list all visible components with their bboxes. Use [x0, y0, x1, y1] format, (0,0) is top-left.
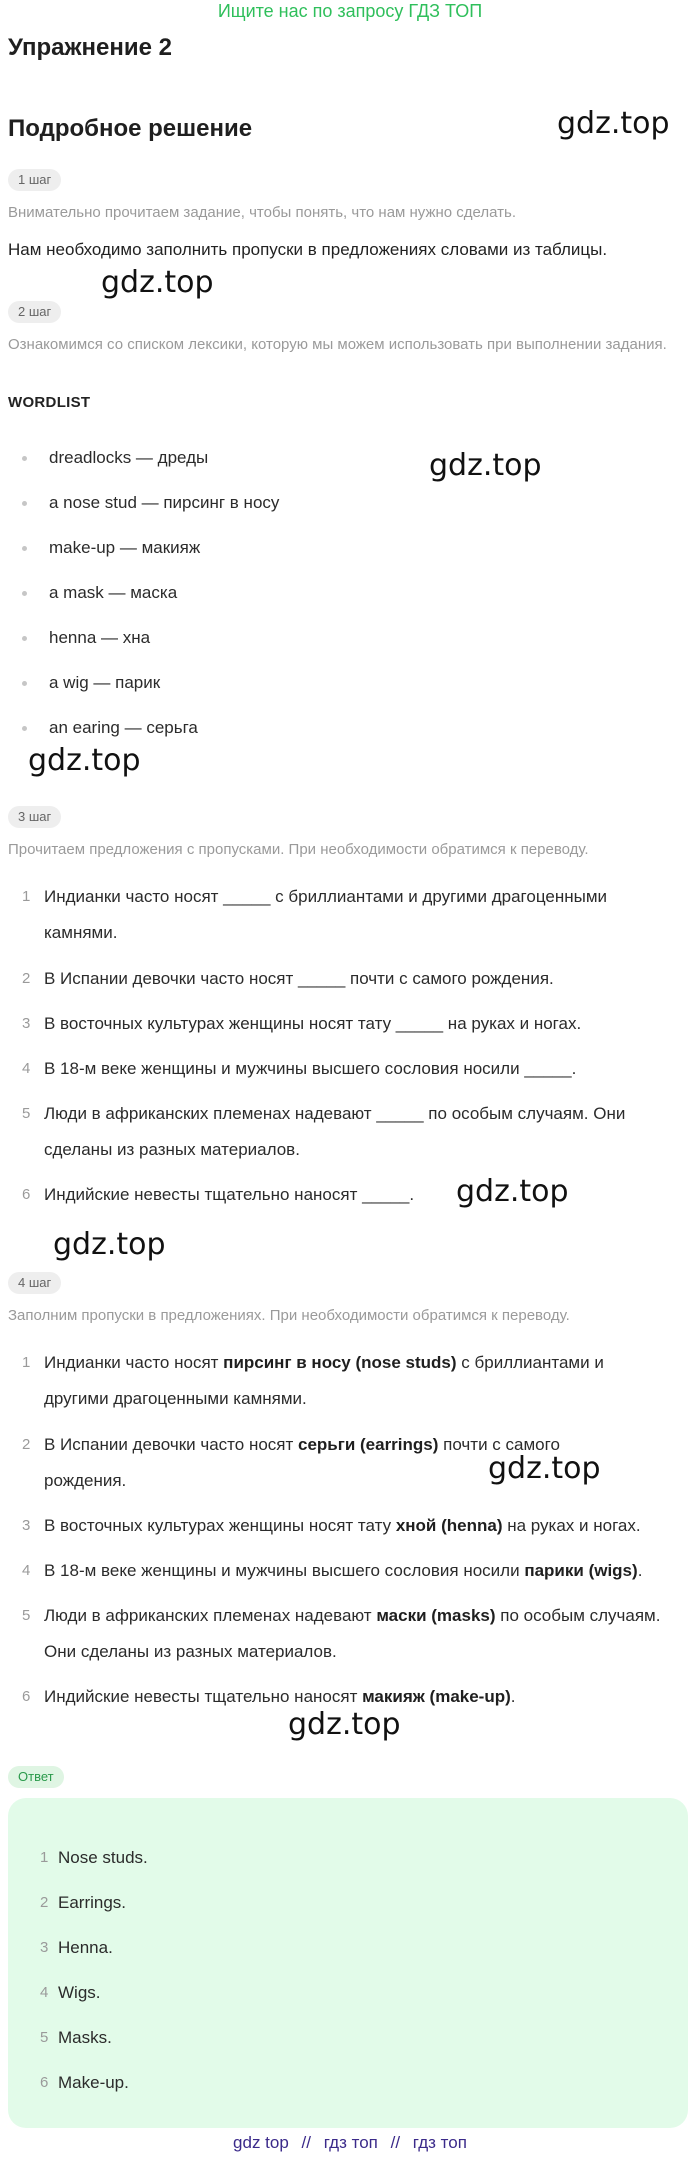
bullet-icon	[22, 546, 27, 551]
watermark: gdz.top	[488, 1451, 601, 1486]
step-badge: 3 шаг	[8, 806, 61, 828]
footer-separator: //	[390, 2133, 401, 2152]
bullet-icon	[22, 591, 27, 596]
page-title: Упражнение 2	[8, 34, 172, 61]
bullet-icon	[22, 681, 27, 686]
promo-banner: Ищите нас по запросу ГДЗ ТОП	[217, 1, 483, 21]
footer-separator: //	[301, 2133, 311, 2152]
watermark: gdz.top	[28, 743, 141, 778]
watermark: gdz.top	[53, 1227, 166, 1262]
footer-link-gdz-top-ru[interactable]: гдз топ	[323, 2133, 378, 2152]
bullet-icon	[22, 501, 27, 506]
solution-heading: Подробное решение	[8, 115, 253, 142]
step-hint: Ознакомимся со списком лексики, которую мы можем использовать при выполнении задания.	[8, 336, 667, 353]
bullet-icon	[22, 726, 27, 731]
step-badge: 4 шаг	[8, 1272, 61, 1294]
step-badge: 1 шаг	[8, 169, 61, 191]
footer-links	[0, 2132, 700, 2154]
step-hint: Прочитаем предложения с пропусками. При необходимости обратимся к переводу.	[8, 841, 589, 858]
step-badge: 2 шаг	[8, 301, 61, 323]
footer-link-gdz-top-ru-2[interactable]: гдз топ	[412, 2133, 467, 2152]
answer-badge: Ответ	[8, 1766, 64, 1788]
step-hint: Внимательно прочитаем задание, чтобы понять, что нам нужно сделать.	[8, 204, 517, 221]
watermark: gdz.top	[557, 106, 670, 141]
watermark: gdz.top	[101, 265, 214, 300]
step-text: Нам необходимо заполнить пропуски в предложениях словами из таблицы.	[8, 240, 608, 259]
bullet-icon	[22, 636, 27, 641]
footer-link-gdz-top[interactable]: gdz top	[233, 2133, 289, 2152]
step-hint: Заполним пропуски в предложениях. При необходимости обратимся к переводу.	[8, 1307, 570, 1324]
bullet-icon	[22, 456, 27, 461]
watermark: gdz.top	[456, 1174, 569, 1209]
watermark: gdz.top	[288, 1707, 401, 1742]
wordlist-heading: WORDLIST	[8, 394, 91, 411]
watermark: gdz.top	[429, 448, 542, 483]
